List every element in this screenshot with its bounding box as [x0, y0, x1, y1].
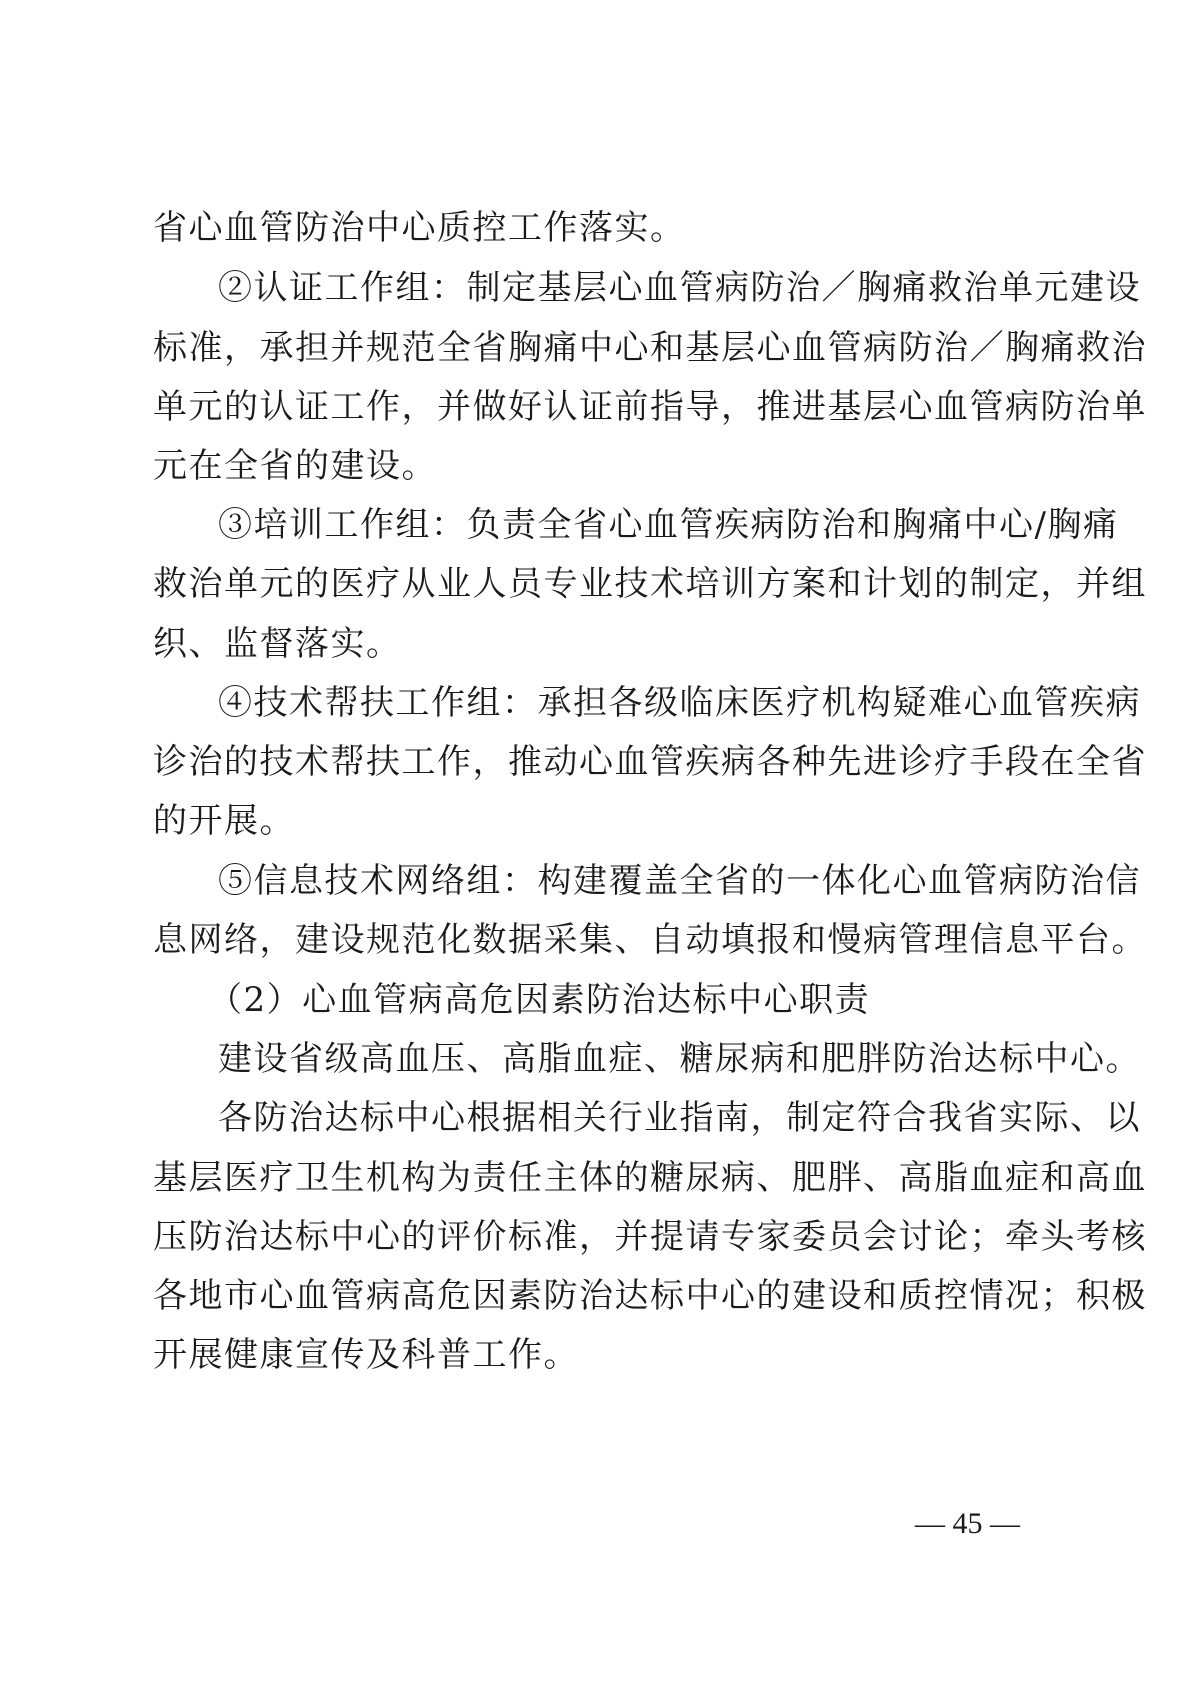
- body-text-line: 压防治达标中心的评价标准，并提请专家委员会讨论；牵头考核: [153, 1217, 1147, 1257]
- body-text-line: 各地市心血管病高危因素防治达标中心的建设和质控情况；积极: [153, 1276, 1147, 1316]
- body-text-line: ⑤信息技术网络组：构建覆盖全省的一体化心血管病防治信: [218, 861, 1141, 901]
- body-text-line: 标准，承担并规范全省胸痛中心和基层心血管病防治／胸痛救治: [153, 328, 1147, 368]
- body-text-line: 救治单元的医疗从业人员专业技术培训方案和计划的制定，并组: [153, 564, 1147, 604]
- body-text-line: 省心血管防治中心质控工作落实。: [153, 208, 686, 248]
- body-text-line: 织、监督落实。: [153, 624, 402, 664]
- body-text-line: ②认证工作组：制定基层心血管病防治／胸痛救治单元建设: [218, 268, 1141, 308]
- body-text-line: 建设省级高血压、高脂血症、糖尿病和肥胖防治达标中心。: [218, 1039, 1141, 1079]
- body-text-line: 基层医疗卫生机构为责任主体的糖尿病、肥胖、高脂血症和高血: [153, 1158, 1147, 1198]
- body-text-line: 各防治达标中心根据相关行业指南，制定符合我省实际、以: [218, 1098, 1141, 1138]
- section-heading: （2）心血管病高危因素防治达标中心职责: [208, 980, 871, 1020]
- body-text-line: 的开展。: [153, 801, 295, 841]
- body-text-line: ④技术帮扶工作组：承担各级临床医疗机构疑难心血管疾病: [218, 683, 1141, 723]
- body-text-line: ③培训工作组：负责全省心血管疾病防治和胸痛中心/胸痛: [218, 505, 1119, 545]
- body-text-line: 诊治的技术帮扶工作，推动心血管疾病各种先进诊疗手段在全省: [153, 742, 1147, 782]
- body-text-line: 开展健康宣传及科普工作。: [153, 1335, 579, 1375]
- body-text-line: 息网络，建设规范化数据采集、自动填报和慢病管理信息平台。: [153, 920, 1147, 960]
- body-text-line: 单元的认证工作，并做好认证前指导，推进基层心血管病防治单: [153, 387, 1147, 427]
- page-number: — 45 —: [915, 1507, 1020, 1540]
- body-text-line: 元在全省的建设。: [153, 446, 437, 486]
